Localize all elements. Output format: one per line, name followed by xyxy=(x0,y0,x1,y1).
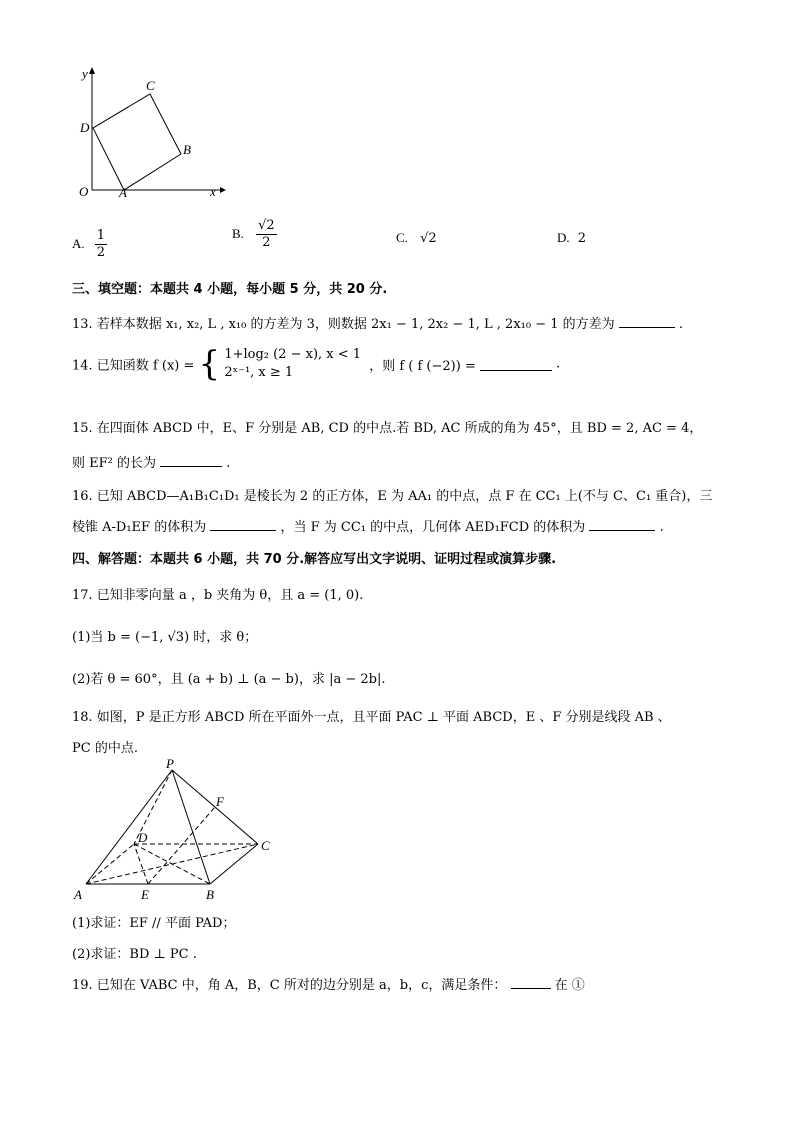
q18-part1: (1)求证：EF // 平面 PAD； xyxy=(72,916,236,931)
q17-line1: 17. 已知非零向量 a ，b 夹角为 θ，且 a = (1, 0). xyxy=(72,588,364,603)
q16-line2 xyxy=(72,516,664,535)
label-B: B xyxy=(206,887,214,902)
q15-end: . xyxy=(226,456,231,471)
figure-square-coordinate xyxy=(70,62,230,202)
q19-end: 在 ① xyxy=(554,978,585,993)
q14-prefix: 14. 已知函数 f (x) = xyxy=(72,358,195,374)
option-d-letter: D. xyxy=(557,230,570,245)
q16-end: . xyxy=(659,520,664,535)
q14-answer-blank[interactable] xyxy=(480,358,552,371)
q19 xyxy=(72,974,585,993)
q16-answer-blank-1[interactable] xyxy=(210,518,276,531)
q18-part2: (2)求证：BD ⊥ PC . xyxy=(72,947,197,962)
q14-end: . xyxy=(556,356,561,372)
label-A: A xyxy=(119,185,127,200)
section4-title: 四、解答题：本题共 6 小题，共 70 分.解答应写出文字说明、证明过程或演算步骤. xyxy=(72,552,557,567)
q13-text: 13. 若样本数据 x₁, x₂, L , x₁₀ 的方差为 3，则数据 2x₁ − 1, 2x₂ − 1, L , 2x₁₀ − 1 的方差为 xyxy=(72,317,615,332)
label-E: E xyxy=(141,887,149,902)
label-D: D xyxy=(138,830,148,845)
option-a-fraction xyxy=(95,228,107,261)
option-b-num: √2 xyxy=(258,218,275,233)
q17-line3: (2)若 θ = 60°，且 (a + b) ⊥ (a − b)，求 |a − 2b|. xyxy=(72,672,386,687)
q19-text: 19. 已知在 VABC 中，角 A，B，C 所对的边分别是 a，b，c，满足条件： xyxy=(72,978,507,993)
option-b xyxy=(232,218,277,251)
q14-piecewise xyxy=(224,346,361,382)
q16-answer-blank-2[interactable] xyxy=(589,518,655,531)
label-C: C xyxy=(146,78,155,93)
q13-end: . xyxy=(678,317,684,332)
option-c xyxy=(396,230,437,246)
option-a-letter: A. xyxy=(72,236,85,251)
option-b-fraction xyxy=(256,218,277,251)
label-O: O xyxy=(79,184,89,199)
q19-answer-blank[interactable] xyxy=(511,976,551,989)
q15-line2 xyxy=(72,452,230,471)
q15-line1: 15. 在四面体 ABCD 中，E、F 分别是 AB, CD 的中点.若 BD, AC 所成的角为 45°，且 BD = 2, AC = 4， xyxy=(72,421,703,436)
q14-case2: 2ˣ⁻¹, x ≥ 1 xyxy=(224,365,294,380)
q15-line2-text: 则 EF² 的长为 xyxy=(72,456,156,471)
option-c-letter: C. xyxy=(396,230,408,245)
q14 xyxy=(72,346,560,382)
q13-answer-blank[interactable] xyxy=(619,315,675,328)
q14-mid: ，则 f ( f (−2)) = xyxy=(369,358,476,374)
option-a xyxy=(72,228,107,261)
q14-case1: 1+log₂ (2 − x), x < 1 xyxy=(224,347,362,362)
option-a-num: 1 xyxy=(96,228,106,243)
option-a-den: 2 xyxy=(96,245,106,260)
q16-line2a: 棱锥 A-D₁EF 的体积为 xyxy=(72,520,207,535)
q16-line2b: ，当 F 为 CC₁ 的中点，几何体 AED₁FCD 的体积为 xyxy=(280,520,586,535)
q15-answer-blank[interactable] xyxy=(160,454,222,467)
section3-title: 三、填空题：本题共 4 小题，每小题 5 分，共 20 分. xyxy=(72,282,388,297)
q14-brace: { xyxy=(198,344,221,384)
option-d-value: 2 xyxy=(577,231,587,246)
label-A: A xyxy=(74,887,82,902)
option-d xyxy=(557,230,586,246)
option-c-value: √2 xyxy=(420,231,437,246)
label-F: F xyxy=(216,794,224,809)
label-C: C xyxy=(261,838,270,853)
figure-pyramid xyxy=(68,756,288,906)
label-y: y xyxy=(82,66,88,81)
option-b-den: 2 xyxy=(262,235,271,250)
option-b-letter: B. xyxy=(232,226,244,241)
label-D: D xyxy=(80,120,90,135)
label-x: x xyxy=(210,184,216,199)
q18-line1: 18. 如图，P 是正方形 ABCD 所在平面外一点，且平面 PAC ⊥ 平面 ABCD，E 、F 分别是线段 AB 、 xyxy=(72,710,671,725)
q16-line1: 16. 已知 ABCD—A₁B₁C₁D₁ 是棱长为 2 的正方体，E 为 AA₁ 的中点，点 F 在 CC₁ 上(不与 C、C₁ 重合)，三 xyxy=(72,489,713,504)
q17-line2: (1)当 b = (−1, √3) 时，求 θ； xyxy=(72,630,258,645)
q18-line2: PC 的中点. xyxy=(72,741,138,756)
label-B: B xyxy=(183,142,191,157)
label-P: P xyxy=(166,756,174,771)
q13 xyxy=(72,313,683,332)
